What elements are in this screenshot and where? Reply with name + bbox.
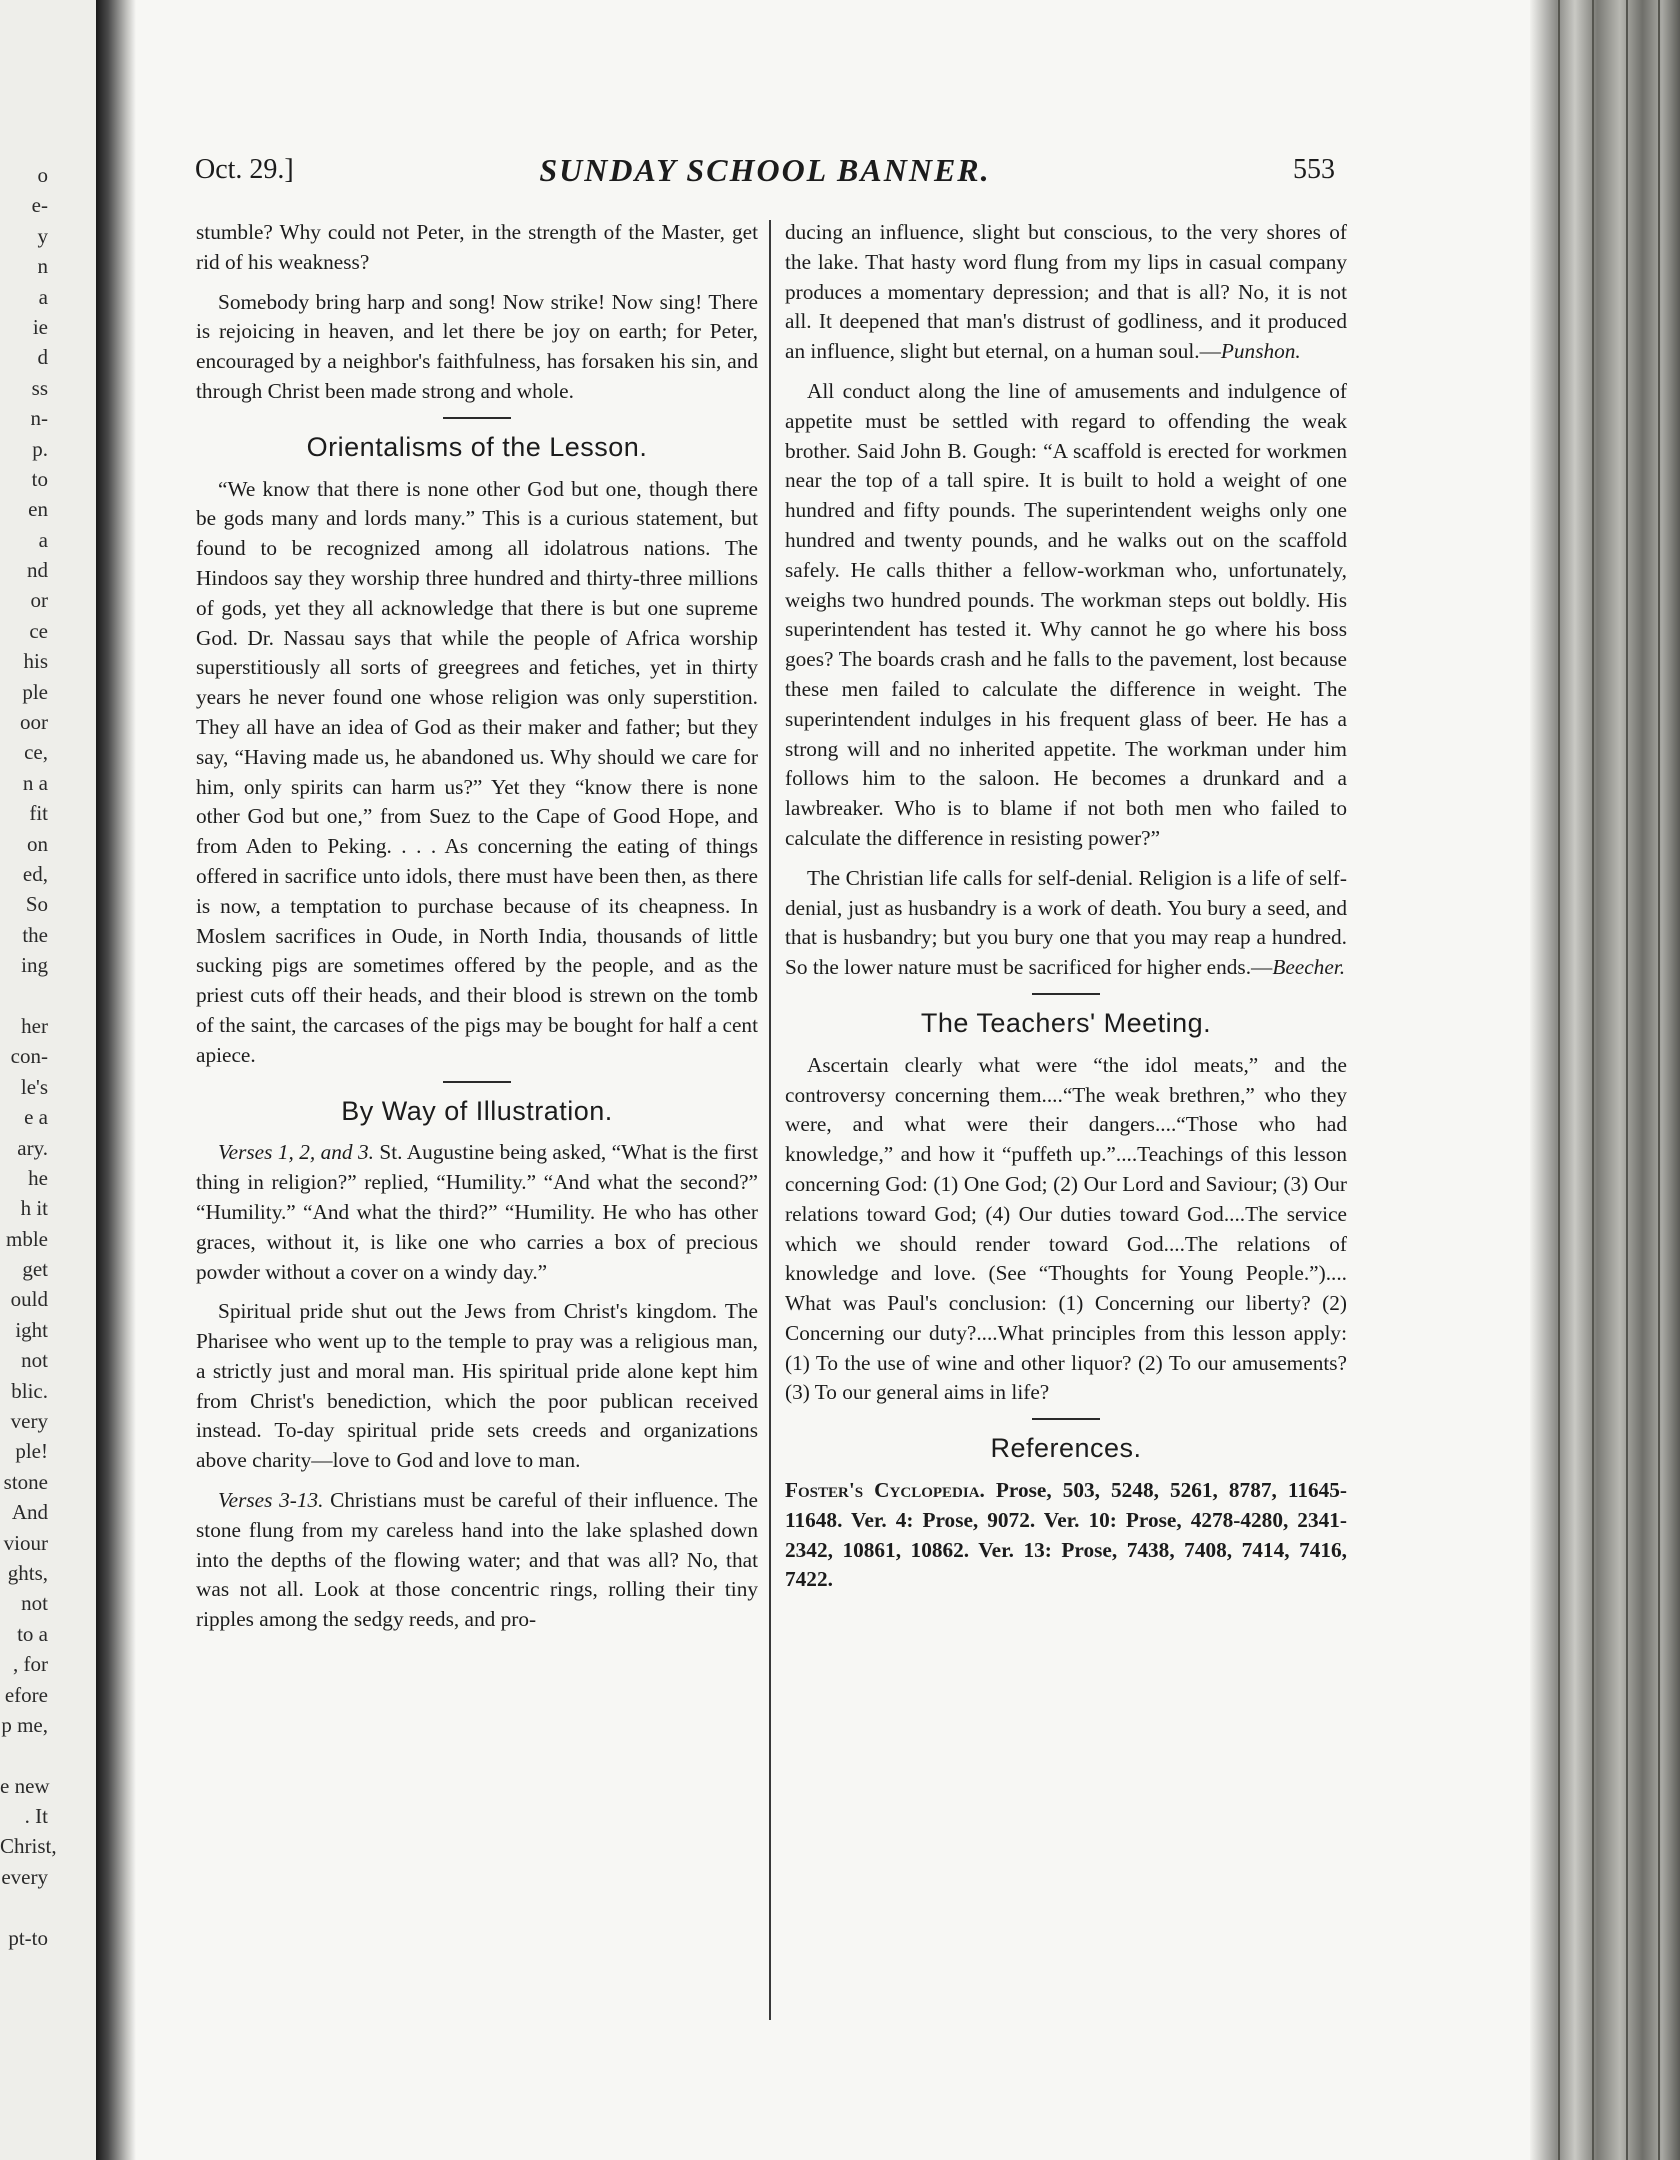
verse-text: Christians must be careful of their influence. The stone flung from my careless hand into the lake splashed down into the depths of the flowing water; and that was all? No, that was not all. Look at those concentric rings, rolling their tiny ripples among the sedgy reeds, and pro- (196, 1488, 758, 1632)
margin-fragment: ing (21, 953, 48, 978)
margin-fragment: pt-to (8, 1925, 48, 1950)
margin-fragment: Christ, (0, 1834, 57, 1859)
attribution: Punshon. (1220, 339, 1301, 364)
margin-fragment: oor (20, 710, 48, 735)
margin-fragment: on (27, 831, 48, 856)
paragraph-text: The Christian life calls for self-denial. Religion is a life of self-denial, just as husbandry is a work of death. You bury a seed, and that is husbandry; but you bury one that you may reap a hundred. So the lower nature must be sacrificed for higher ends.— (785, 865, 1347, 980)
reference-source: Foster's Cyclopedia. (785, 1478, 985, 1503)
attribution: Beecher. (1272, 955, 1346, 980)
margin-fragment: ie (32, 314, 48, 339)
paragraph-text: ducing an influence, slight but conscious, to the very shores of the lake. That hasty word flung from my lips in casual company produces a momentary depression; and that is all? No, it is not all. It deepened that man's distrust of godliness, and it produced an influence, slight but eternal, on a human soul.— (785, 220, 1347, 364)
margin-fragment: , for (13, 1652, 48, 1677)
paragraph: Ascertain clearly what were “the idol meats,” and the controversy concerning them....“The weak brethren,” who they were, and what were their dangers....“Those who had knowledge,” and how it “puffeth up.”....Teachings of this lesson concerning God: (1) One God; (2) Our Lord and Saviour; (3) Our relations toward God; (4) Our duties toward God....The service which we should render toward God....The relations of knowledge and love. (See “Thoughts for Young People.”).... What was Paul's conclusion: (1) Concerning our liberty? (2) Concerning our duty?....What principles from this lesson apply: (1) To the use of wine and other liquor? (2) To our amusements? (3) To our general aims in life? (785, 1052, 1347, 1405)
verse-label: Verses 1, 2, and 3. (218, 1140, 374, 1165)
margin-fragment: to (31, 466, 48, 491)
periodical-title: SUNDAY SCHOOL BANNER. (539, 152, 991, 188)
paragraph (785, 864, 1347, 983)
margin-fragment: en (28, 497, 48, 522)
margin-fragment: mble (6, 1226, 48, 1251)
margin-fragment: d (37, 345, 48, 370)
margin-fragment: viour (3, 1530, 48, 1555)
margin-fragment: h it (20, 1196, 48, 1221)
header-date: Oct. 29.] (195, 154, 294, 185)
section-heading-references: References. (990, 1433, 1142, 1464)
margin-fragment: ed, (22, 861, 48, 886)
paragraph: All conduct along the line of amusements and indulgence of appetite must be settled with regard to offending the weak brother. Said John B. Gough: “A scaffold is erected for workmen near the top of a tall spire. It is built to hold a weight of one hundred and fifty pounds. The superintendent weighs only one hundred and twenty pounds, and he walks out on the scaffold safely. He calls thither a fellow-workman who, unfortunately, weighs two hundred pounds. The workman steps out boldly. His superintendent has tested it. Why cannot he go where his boss goes? The boards crash and he falls to the pavement, lost because these men failed to calculate the difference in weight. The superintendent indulges in his frequent glass of beer. He has a strong will and no inherited appetite. The workman under him follows him to the saloon. He becomes a drunkard and a lawbreaker. Who is to blame if not both men who failed to calculate the difference in resisting power?” (785, 378, 1347, 850)
margin-fragment: p. (32, 436, 48, 461)
paragraph: Somebody bring harp and song! Now strike! Now sing! There is rejoicing in heaven, and let there be joy on earth; for Peter, encouraged by a neighbor's faithfulness, has forsaken his sin, and through Christ been made strong and whole. (196, 289, 758, 403)
margin-fragment: le's (20, 1074, 48, 1099)
margin-fragment: e- (31, 193, 48, 218)
column-divider (769, 220, 771, 2020)
margin-fragment: e a (24, 1105, 48, 1130)
margin-fragment: not (21, 1591, 48, 1616)
margin-fragment: con- (10, 1044, 48, 1069)
page-edges (1530, 0, 1680, 2160)
margin-fragment: ary. (17, 1135, 48, 1160)
section-heading-orientalisms: Orientalisms of the Lesson. (306, 431, 648, 462)
margin-fragment: So (25, 892, 48, 917)
references-paragraph (785, 1476, 1347, 1595)
paragraph (785, 218, 1347, 367)
section-heading-illustration: By Way of Illustration. (341, 1095, 613, 1126)
margin-fragment: a (38, 284, 48, 309)
margin-fragment: n- (30, 406, 48, 431)
margin-fragment: get (22, 1257, 48, 1282)
margin-fragment: ce (29, 618, 48, 643)
margin-fragment: her (21, 1013, 48, 1038)
reference-list: Prose, 503, 5248, 5261, 8787, 11645-11648. Ver. 4: Prose, 9072. Ver. 10: Prose, 4278-4280, 2341-2342, 10861, 10862. Ver. 13: Prose, 7438, 7408, 7414, 7416, 7422. (785, 1478, 1347, 1592)
paragraph: Spiritual pride shut out the Jews from Christ's kingdom. The Pharisee who went up to the temple to pray was a religious man, a strictly just and moral man. His spiritual pride alone kept him from Christ's benediction, which the poor publican received instead. To-day spiritual pride sets creeds and organizations above charity—love to God and love to man. (196, 1299, 758, 1473)
margin-fragment: efore (4, 1682, 48, 1707)
margin-fragment: nd (27, 558, 48, 583)
margin-fragment: blic. (11, 1378, 48, 1403)
section-rule (1032, 1418, 1100, 1420)
margin-fragment: n a (22, 770, 48, 795)
section-rule (443, 1081, 511, 1083)
section-heading-teachers-meeting: The Teachers' Meeting. (920, 1007, 1212, 1038)
margin-fragment: ould (10, 1287, 48, 1312)
margin-fragment: ce, (24, 740, 48, 765)
section-rule (443, 417, 511, 419)
margin-fragment: o (37, 163, 48, 187)
margin-fragment: his (23, 649, 48, 674)
margin-fragment: very (10, 1409, 48, 1434)
margin-fragment: y (37, 223, 48, 248)
margin-fragment: fit (29, 801, 48, 826)
margin-fragment: stone (3, 1469, 48, 1494)
margin-fragment: n (37, 254, 48, 279)
margin-fragment: ple (22, 679, 48, 704)
margin-fragment: ss (31, 375, 48, 400)
verse-text: St. Augustine being asked, “What is the first thing in religion?” replied, “Humility.” “And what the second?” “Humility.” “And what the third?” “Humility. He who has other graces, without it, is like one who carries a box of precious powder without a cover on a windy day.” (196, 1140, 758, 1284)
margin-fragment: And (11, 1500, 48, 1525)
left-column (196, 218, 758, 1645)
margin-fragment: not (21, 1348, 48, 1373)
running-header (195, 148, 1335, 192)
margin-fragment: the (22, 922, 48, 947)
paragraph: “We know that there is none other God but one, though there be gods many and lords many.” This is a curious statement, but found to be recognized among all idolatrous nations. The Hindoos say they worship three hundred and thirty-three millions of gods, yet they all acknowledge that there is but one supreme God. Dr. Nassau says that while the people of Africa worship superstitiously all sorts of greegrees and fetiches, yet in thirty years he never found one whose religion was only superstition. They all have an idea of God as their maker and father; but they say, “Having made us, he abandoned us. Why should we care for him, only spirits can harm us?” Yet they “know there is none other God but one,” from Suez to the Cape of Good Hope, and from Aden to Peking. . . . As concerning the eating of things offered in sacrifice unto idols, there must have been then, as there is now, a temptation to purchase because of its cheapness. In Moslem sacrifices in Oude, in North India, thousands of little sucking pigs are sometimes offered by the people, and as the priest cuts off their heads, and their blood is strewn on the tomb of the saint, the carcases of the pigs may be bought for half a cent apiece. (196, 476, 758, 1067)
margin-fragment: a (38, 527, 48, 552)
margin-fragment: he (28, 1165, 48, 1190)
paragraph (196, 1138, 758, 1287)
margin-fragment: ight (15, 1317, 48, 1342)
margin-fragment: or (30, 588, 48, 613)
margin-fragment: every (1, 1864, 48, 1889)
margin-fragment: ple! (15, 1439, 48, 1464)
verse-label: Verses 3-13. (218, 1488, 324, 1513)
section-rule (1032, 993, 1100, 995)
margin-fragment: p me, (1, 1712, 48, 1737)
paragraph (196, 1486, 758, 1635)
margin-fragment: e new (0, 1773, 50, 1798)
margin-fragment: ghts, (7, 1560, 48, 1585)
right-column (785, 218, 1347, 1605)
margin-fragment: to a (17, 1621, 48, 1646)
margin-fragment (0, 1740, 48, 1770)
margin-fragment (0, 981, 48, 1011)
page-number: 553 (1293, 154, 1335, 185)
book-gutter (96, 0, 136, 2160)
margin-fragment: . It (24, 1804, 48, 1829)
facing-page-text-fragments (0, 160, 57, 1953)
paragraph: stumble? Why could not Peter, in the strength of the Master, get rid of his weakness? (196, 220, 758, 274)
margin-fragment (0, 1892, 48, 1922)
